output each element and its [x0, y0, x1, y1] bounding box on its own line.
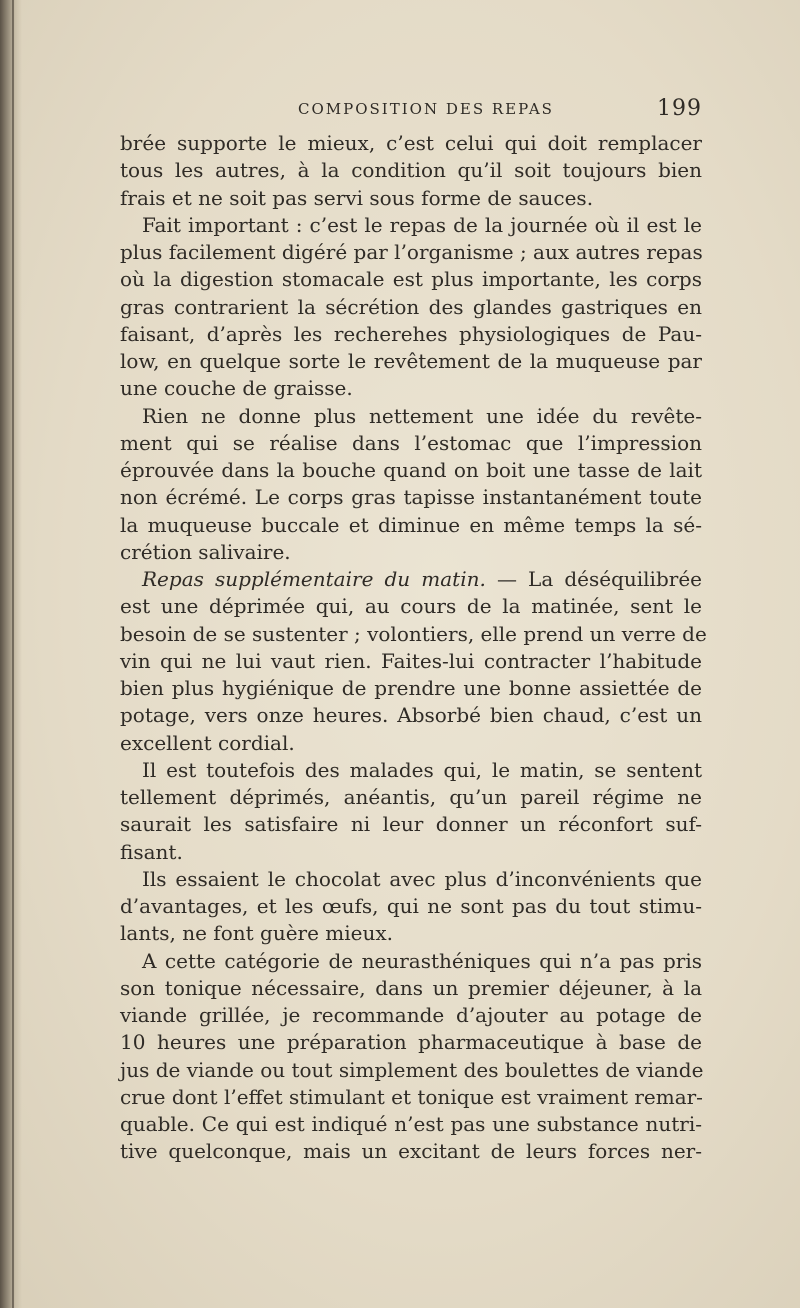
running-title: COMPOSITION DES REPAS [298, 100, 554, 118]
text-line: fisant. [120, 839, 183, 864]
body-text [120, 130, 707, 1166]
text-line: frais et ne soit pas servi sous forme de sauces. [120, 185, 594, 210]
text-line: tous les autres, à la condition qu’il soit toujours bien [120, 158, 702, 183]
text-line: gras contrarient la sécrétion des glandes gastriques en [120, 294, 702, 319]
text-line: brée supporte le mieux, c’est celui qui doit remplacer [120, 131, 702, 155]
text-line: éprouvée dans la bouche quand on boit une tasse de lait [120, 458, 702, 482]
text-line: jus de viande ou tout simplement des boulettes de viande [120, 1057, 704, 1082]
text-line: 10 heures une préparation pharmaceutique à base de [120, 1030, 702, 1055]
text-line: vin qui ne lui vaut rien. Faites-lui contracter l’habitude [120, 648, 702, 673]
text-line: potage, vers onze heures. Absorbé bien chaud, c’est un [120, 703, 702, 728]
binding-shadow-line [12, 0, 14, 1308]
text-line: saurait les satisfaire ni leur donner un réconfort suf- [120, 812, 702, 837]
text-line: la muqueuse buccale et diminue en même temps la sé- [120, 512, 702, 537]
text-line: faisant, d’après les recherehes physiologiques de Pau- [120, 321, 702, 346]
text-line: crétion salivaire. [120, 539, 291, 564]
text-line: A cette catégorie de neurasthéniques qui n’a pas pris [142, 948, 702, 973]
text-line: Il est toutefois des malades qui, le matin, se sentent [142, 757, 702, 782]
section-heading-continuation: — La déséquilibrée [485, 567, 702, 591]
text-line: Rien ne donne plus nettement une idée du revête- [142, 403, 702, 428]
text-line: bien plus hygiénique de prendre une bonne assiettée de [120, 676, 702, 700]
text-line: une couche de graisse. [120, 376, 353, 401]
text-line: tellement déprimés, anéantis, qu’un pareil régime ne [120, 785, 702, 809]
text-line: son tonique nécessaire, dans un premier déjeuner, à la [120, 975, 702, 1000]
text-line: plus facilement digéré par l’organisme ; aux autres repas [120, 240, 703, 264]
text-line: low, en quelque sorte le revêtement de la muqueuse par [120, 349, 702, 373]
text-line: est une déprimée qui, au cours de la matinée, sent le [120, 594, 702, 619]
text-line: lants, ne font guère mieux. [120, 921, 393, 946]
section-heading: Repas supplémentaire du matin. [142, 567, 486, 591]
text-line: quable. Ce qui est indiqué n’est pas une substance nutri- [120, 1112, 702, 1136]
text-line: tive quelconque, mais un excitant de leurs forces ner- [120, 1139, 702, 1164]
text-line: excellent cordial. [120, 730, 295, 755]
text-line: Fait important : c’est le repas de la journée où il est le [142, 212, 702, 237]
running-header [120, 96, 702, 126]
text-line: viande grillée, je recommande d’ajouter au potage de [120, 1003, 702, 1027]
book-binding-edge [0, 0, 22, 1308]
text-line: crue dont l’effet stimulant et tonique est vraiment remar- [120, 1084, 703, 1109]
text-line: non écrémé. Le corps gras tapisse instantanément toute [120, 485, 702, 510]
text-line: Ils essaient le chocolat avec plus d’inconvénients que [142, 866, 702, 891]
text-line: besoin de se sustenter ; volontiers, elle prend un verre de [120, 621, 707, 646]
page-number: 199 [657, 96, 702, 121]
text-line: ment qui se réalise dans l’estomac que l’impression [120, 430, 702, 455]
text-line: d’avantages, et les œufs, qui ne sont pas du tout stimu- [120, 894, 702, 918]
text-line: où la digestion stomacale est plus importante, les corps [120, 267, 702, 292]
section-heading-line [120, 566, 702, 593]
